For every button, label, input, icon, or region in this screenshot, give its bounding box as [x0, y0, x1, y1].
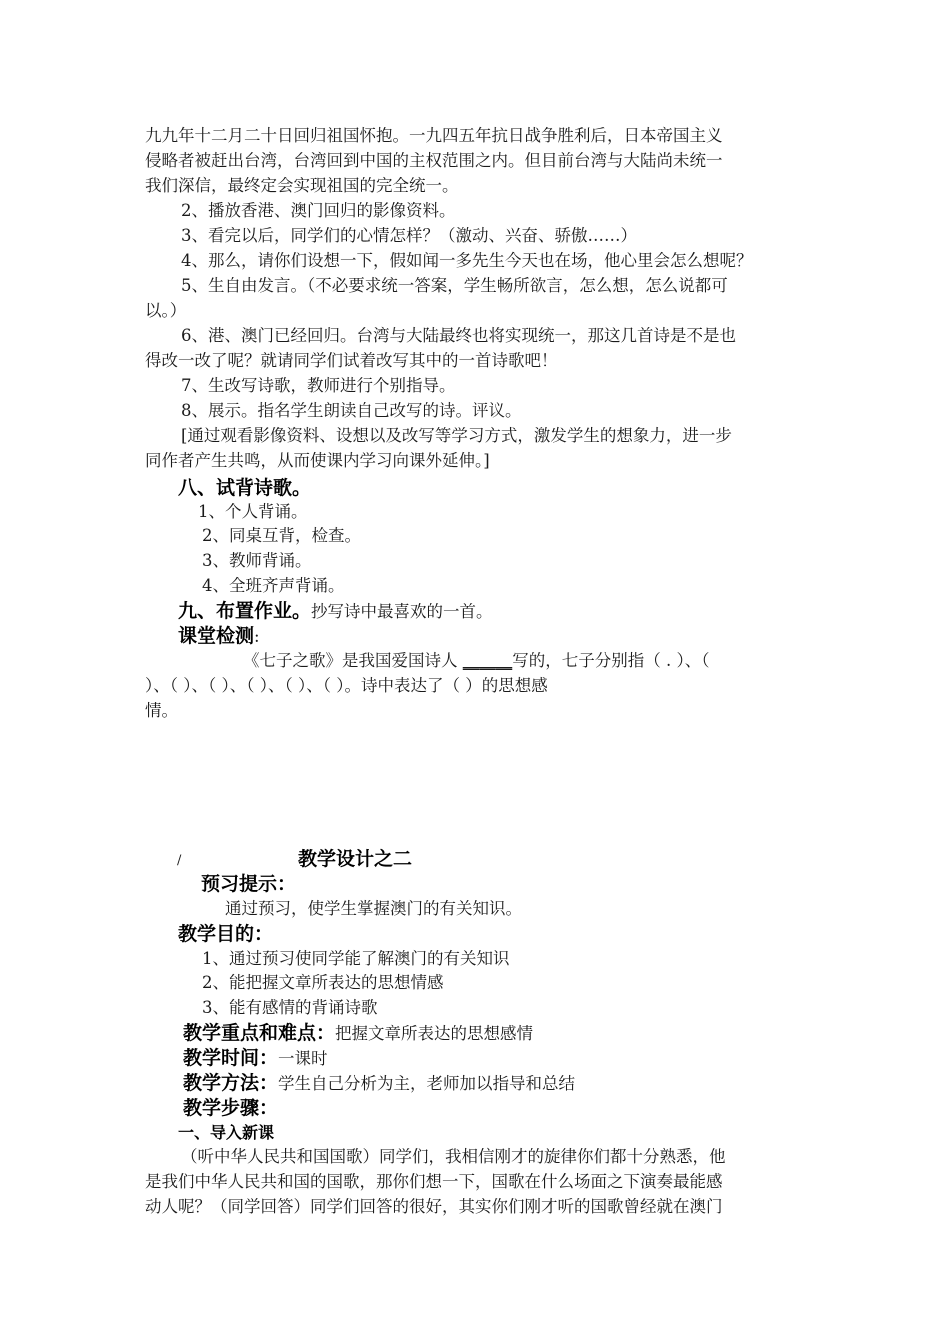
list-item: 6、港、澳门已经回归。台湾与大陆最终也将实现统一，那这几首诗是不是也 — [181, 326, 736, 345]
focus-line — [183, 1021, 533, 1046]
colon-text: : — [254, 627, 260, 646]
time-line — [183, 1046, 328, 1071]
value-text: 学生自己分析为主，老师加以指导和总结 — [278, 1074, 576, 1093]
homework-line — [178, 599, 493, 624]
paragraph-line: 通过预习，使学生掌握澳门的有关知识。 — [225, 899, 522, 918]
paragraph-line: 动人呢？（同学回答）同学们回答的很好，其实你们刚才听的国歌曾经就在澳门 — [145, 1197, 723, 1216]
value-text: 一课时 — [278, 1049, 328, 1068]
section-heading: 九、布置作业。 — [178, 600, 312, 622]
list-item: 5、生自由发言。（不必要求统一答案，学生畅所欲言，怎么想，怎么说都可 — [181, 276, 728, 295]
list-item: 2、能把握文章所表达的思想情感 — [202, 973, 444, 992]
answer-blank: ______ — [462, 651, 513, 670]
list-item: 1、通过预习使同学能了解澳门的有关知识 — [202, 949, 510, 968]
label-text: 教学时间： — [183, 1047, 279, 1069]
design-title: 教学设计之二 — [298, 848, 413, 870]
list-item: 3、能有感情的背诵诗歌 — [202, 998, 378, 1017]
check-heading-line — [178, 624, 260, 649]
method-line — [183, 1071, 575, 1096]
section-heading: 教学目的： — [178, 923, 274, 945]
paragraph-line: 我们深信，最终定会实现祖国的完全统一。 — [145, 176, 459, 195]
list-item: 3、教师背诵。 — [202, 551, 312, 570]
section-heading: 预习提示： — [201, 873, 297, 895]
paragraph-line: 九九年十二月二十日回归祖国怀抱。一九四五年抗日战争胜利后，日本帝国主义 — [145, 126, 723, 145]
question-text: 《七子之歌》是我国爱国诗人 — [243, 651, 463, 670]
question-text: 写的，七子分别指（ . ）、（ — [512, 651, 710, 670]
list-item: 4、那么，请你们设想一下，假如闻一多先生今天也在场，他心里会怎么想呢？ — [181, 251, 753, 270]
section-heading: 八、试背诗歌。 — [178, 477, 312, 499]
bracket-note: 同作者产生共鸣，从而使课内学习向课外延伸。] — [145, 451, 490, 470]
question-line: 情。 — [145, 701, 178, 720]
list-item: 3、看完以后，同学们的心情怎样？（激动、兴奋、骄傲……） — [181, 226, 637, 245]
subsection-heading: 一、导入新课 — [178, 1123, 275, 1142]
list-item: 7、生改写诗歌，教师进行个别指导。 — [181, 376, 456, 395]
section-heading: 教学步骤： — [183, 1097, 279, 1119]
list-item: 2、同桌互背，检查。 — [202, 526, 361, 545]
question-line — [243, 649, 710, 673]
list-item: 8、展示。指名学生朗读自己改写的诗。评议。 — [181, 401, 522, 420]
paragraph-line: 侵略者被赶出台湾，台湾回到中国的主权范围之内。但目前台湾与大陆尚未统一 — [145, 151, 723, 170]
paragraph-line: 是我们中华人民共和国的国歌，那你们想一下，国歌在什么场面之下演奏最能感 — [145, 1172, 723, 1191]
homework-text: 抄写诗中最喜欢的一首。 — [311, 602, 493, 621]
paragraph-line: 得改一改了呢？就请同学们试着改写其中的一首诗歌吧！ — [145, 351, 558, 370]
bracket-note: [通过观看影像资料、设想以及改写等学习方式，激发学生的想象力，进一步 — [181, 426, 732, 445]
question-line: ）、（ ）、（ ）、（ ）、（ ）、（ ）。诗中表达了（ ）的思想感 — [145, 676, 548, 695]
paragraph-line: （听中华人民共和国国歌）同学们，我相信刚才的旋律你们都十分熟悉，他 — [181, 1147, 726, 1166]
label-text: 教学重点和难点： — [183, 1022, 336, 1044]
slash-mark: / — [177, 853, 182, 868]
list-item: 4、全班齐声背诵。 — [202, 576, 345, 595]
value-text: 把握文章所表达的思想感情 — [335, 1024, 534, 1043]
label-text: 教学方法： — [183, 1072, 279, 1094]
list-item: 1、个人背诵。 — [198, 502, 308, 521]
list-item: 2、播放香港、澳门回归的影像资料。 — [181, 201, 456, 220]
paragraph-line: 以。） — [145, 301, 187, 320]
section-heading: 课堂检测 — [178, 625, 255, 647]
